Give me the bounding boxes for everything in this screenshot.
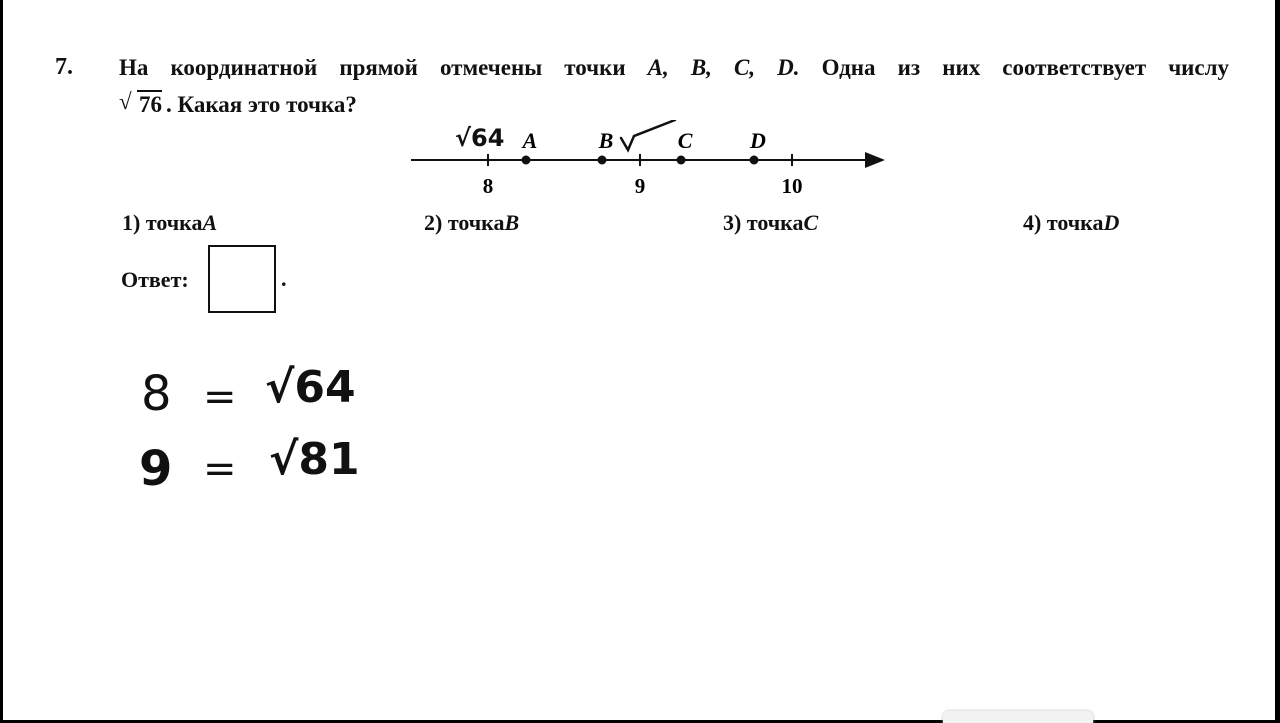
option-text: точка bbox=[145, 210, 203, 235]
option-1[interactable] bbox=[122, 210, 217, 236]
option-point: B bbox=[504, 210, 520, 235]
answer-label: Ответ: bbox=[121, 267, 189, 292]
word: числу bbox=[1168, 55, 1230, 80]
option-point: A bbox=[202, 210, 218, 235]
option-3[interactable] bbox=[723, 210, 818, 236]
point-marker bbox=[750, 156, 759, 165]
word: прямой bbox=[339, 55, 418, 80]
worksheet-page bbox=[3, 0, 1275, 720]
option-2[interactable] bbox=[424, 210, 519, 236]
point-label: B bbox=[598, 128, 614, 153]
question-text-line2 bbox=[119, 89, 357, 118]
word: точки bbox=[564, 55, 626, 80]
word: Одна bbox=[821, 55, 876, 80]
note-left-8: 8 bbox=[141, 366, 172, 422]
word: из bbox=[897, 55, 921, 80]
point-name-c: C, bbox=[733, 55, 756, 80]
option-number: 2) bbox=[424, 210, 443, 235]
note-right-sqrt81: √81 bbox=[269, 434, 360, 485]
option-number: 3) bbox=[723, 210, 742, 235]
option-text: точка bbox=[746, 210, 804, 235]
word: отмечены bbox=[439, 55, 543, 80]
handwritten-radical-icon bbox=[621, 120, 675, 150]
note-right-sqrt64: √64 bbox=[265, 362, 356, 413]
word: координатной bbox=[170, 55, 318, 80]
tick-label: 8 bbox=[482, 174, 494, 198]
bottom-panel-tab[interactable] bbox=[943, 711, 1093, 723]
radicand: 76 bbox=[139, 92, 162, 117]
sqrt-expression bbox=[119, 89, 162, 118]
handwritten-notes bbox=[123, 340, 403, 510]
word: На bbox=[119, 55, 149, 80]
radical-sign-icon: √ bbox=[119, 89, 132, 114]
number-line bbox=[403, 120, 893, 210]
option-number: 4) bbox=[1023, 210, 1042, 235]
handwritten-sqrt64-label: √64 bbox=[455, 124, 505, 152]
point-name-b: B, bbox=[690, 55, 712, 80]
option-point: D bbox=[1103, 210, 1120, 235]
note-left-9: 9 bbox=[139, 441, 173, 497]
tick-label: 10 bbox=[781, 174, 803, 198]
point-marker bbox=[598, 156, 607, 165]
word: них bbox=[942, 55, 981, 80]
word: соответствует bbox=[1002, 55, 1147, 80]
point-name-a: A, bbox=[647, 55, 669, 80]
option-text: точка bbox=[1046, 210, 1104, 235]
answer-box[interactable] bbox=[208, 245, 276, 313]
option-point: C bbox=[803, 210, 819, 235]
point-marker bbox=[522, 156, 531, 165]
option-number: 1) bbox=[122, 210, 141, 235]
point-name-d: D. bbox=[777, 55, 800, 80]
point-marker bbox=[677, 156, 686, 165]
option-4[interactable] bbox=[1023, 210, 1119, 236]
point-label: C bbox=[677, 128, 693, 153]
point-label: D bbox=[750, 128, 766, 153]
question-text-line1 bbox=[119, 55, 1229, 81]
tick-label: 9 bbox=[634, 174, 646, 198]
point-label: A bbox=[522, 128, 538, 153]
question-tail: . Какая это точка? bbox=[166, 92, 357, 117]
answer-period: . bbox=[281, 266, 287, 291]
question-number: 7. bbox=[55, 54, 73, 80]
option-text: точка bbox=[447, 210, 505, 235]
note-equals: = bbox=[203, 374, 237, 420]
note-equals: = bbox=[203, 446, 237, 492]
